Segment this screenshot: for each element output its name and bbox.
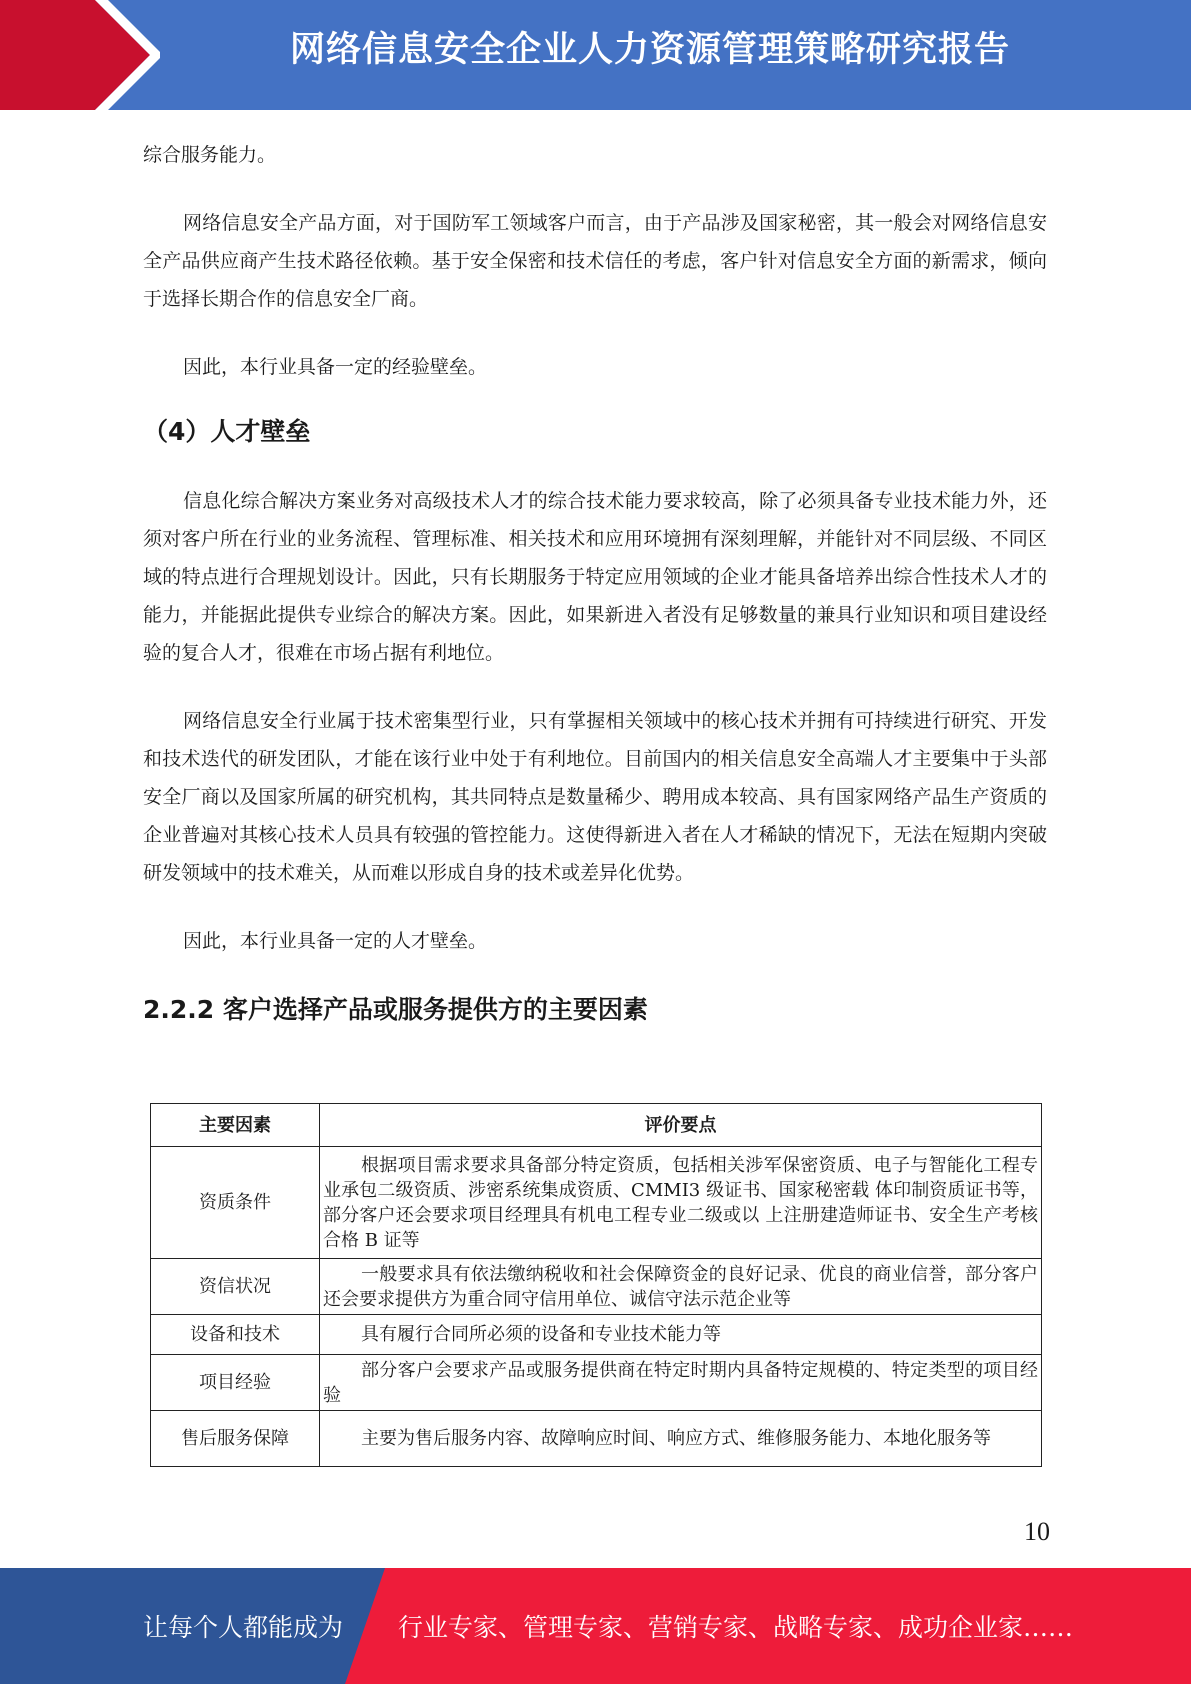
report-title: 网络信息安全企业人力资源管理策略研究报告 <box>289 30 1010 70</box>
section-heading: 2.2.2 客户选择产品或服务提供方的主要因素 <box>143 995 648 1024</box>
table-header-factor: 主要因素 <box>151 1104 320 1147</box>
factors-table <box>150 1103 1042 1467</box>
document-body <box>143 130 1047 1026</box>
paragraph: 网络信息安全产品方面，对于国防军工领域客户而言，由于产品涉及国家秘密，其一般会对网络信息安全产品供应商产生技术路径依赖。基于安全保密和技术信任的考虑，客户针对信息安全方面的新需求，倾向于选择长期合作的信息安全厂商。 <box>143 212 1047 310</box>
header-banner <box>0 0 1191 110</box>
subsection-heading: （4）人才壁垒 <box>143 417 311 446</box>
table-row <box>151 1147 1042 1259</box>
table-header-criteria: 评价要点 <box>320 1104 1042 1147</box>
table-cell-factor: 项目经验 <box>151 1355 320 1411</box>
page-number: 10 <box>1024 1517 1050 1546</box>
table-row <box>151 1259 1042 1315</box>
paragraph: 因此，本行业具备一定的经验壁垒。 <box>183 356 488 378</box>
chevron-logo-icon <box>0 0 160 110</box>
paragraph: 因此，本行业具备一定的人才壁垒。 <box>183 930 488 952</box>
table-row <box>151 1411 1042 1467</box>
table-cell-desc: 根据项目需求要求具备部分特定资质，包括相关涉军保密资质、电子与智能化工程专业承包二级资质、涉密系统集成资质、CMMI3 级证书、国家秘密载 体印制资质证书等，部分客户还会要求项目经理具有机电工程专业二级或以 上注册建造师证书、安全生产考核合格 B 证等 <box>320 1147 1042 1259</box>
table-cell-factor: 资质条件 <box>151 1147 320 1259</box>
paragraph: 网络信息安全行业属于技术密集型行业，只有掌握相关领域中的核心技术并拥有可持续进行研究、开发和技术迭代的研发团队，才能在该行业中处于有利地位。目前国内的相关信息安全高端人才主要集中于头部安全厂商以及国家所属的研究机构，其共同特点是数量稀少、聘用成本较高、具有国家网络产品生产资质的企业普遍对其核心技术人员具有较强的管控能力。这使得新进入者在人才稀缺的情况下，无法在短期内突破研发领域中的技术难关，从而难以形成自身的技术或差异化优势。 <box>143 710 1047 884</box>
footer-banner <box>0 1568 1191 1684</box>
table-cell-factor: 资信状况 <box>151 1259 320 1315</box>
table-cell-factor: 售后服务保障 <box>151 1411 320 1467</box>
paragraph: 综合服务能力。 <box>143 144 277 166</box>
table-row <box>151 1355 1042 1411</box>
table-cell-desc: 一般要求具有依法缴纳税收和社会保障资金的良好记录、优良的商业信誉，部分客户还会要求提供方为重合同守信用单位、诚信守法示范企业等 <box>320 1259 1042 1315</box>
table-cell-desc: 具有履行合同所必须的设备和专业技术能力等 <box>320 1315 1042 1355</box>
paragraph: 信息化综合解决方案业务对高级技术人才的综合技术能力要求较高，除了必须具备专业技术能力外，还须对客户所在行业的业务流程、管理标准、相关技术和应用环境拥有深刻理解，并能针对不同层级、不同区域的特点进行合理规划设计。因此，只有长期服务于特定应用领域的企业才能具备培养出综合性技术人才的能力，并能据此提供专业综合的解决方案。因此，如果新进入者没有足够数量的兼具行业知识和项目建设经验的复合人才，很难在市场占据有利地位。 <box>143 490 1047 664</box>
table-row <box>151 1315 1042 1355</box>
footer-slogan-right: 行业专家、管理专家、营销专家、战略专家、成功企业家…… <box>398 1613 1074 1642</box>
table-cell-factor: 设备和技术 <box>151 1315 320 1355</box>
table-header-row <box>151 1104 1042 1147</box>
footer-slogan-left: 让每个人都能成为 <box>143 1613 344 1642</box>
table-cell-desc: 部分客户会要求产品或服务提供商在特定时期内具备特定规模的、特定类型的项目经验 <box>320 1355 1042 1411</box>
table-cell-desc: 主要为售后服务内容、故障响应时间、响应方式、维修服务能力、本地化服务等 <box>320 1411 1042 1467</box>
